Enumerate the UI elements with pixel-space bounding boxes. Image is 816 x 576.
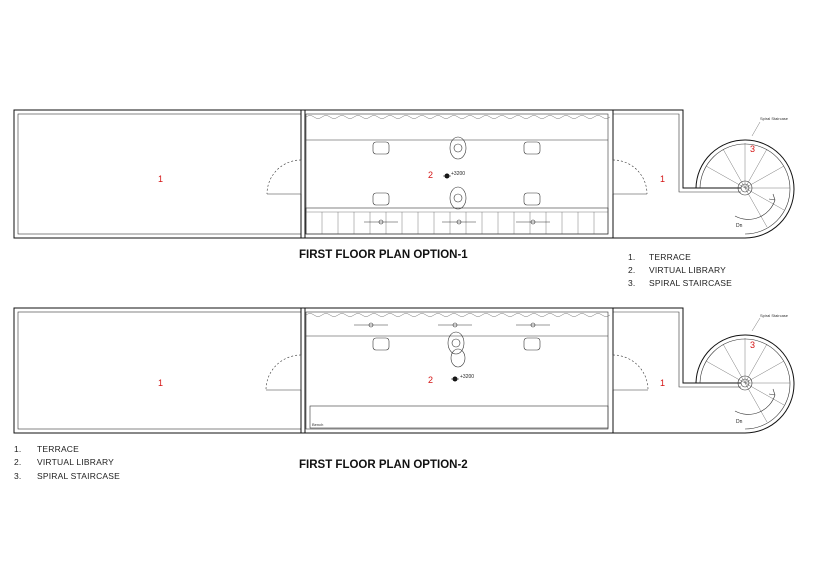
legend-text: SPIRAL STAIRCASE xyxy=(649,278,733,288)
level-marker-icon-1 xyxy=(443,174,451,179)
spiral-staircase-1 xyxy=(696,122,794,238)
screen-units-2 xyxy=(354,323,550,327)
legend-text: VIRTUAL LIBRARY xyxy=(649,265,727,275)
legend-num: 2. xyxy=(628,265,636,275)
library-inner-2 xyxy=(306,312,608,429)
plan-title-1: FIRST FLOOR PLAN OPTION-1 xyxy=(299,249,468,261)
legend-text: VIRTUAL LIBRARY xyxy=(37,457,115,467)
terrace-left-2 xyxy=(14,308,305,433)
corrugated-wall-top-2 xyxy=(306,314,610,317)
zone-library-label-2: 2 xyxy=(428,375,434,385)
bench-2 xyxy=(310,406,608,428)
legend-text: TERRACE xyxy=(37,444,80,454)
floor-plan-option-1 xyxy=(14,110,794,288)
legend-1 xyxy=(628,252,732,288)
floor-plan-option-2 xyxy=(14,308,794,481)
door-left-1 xyxy=(267,160,301,194)
zone-staircase-label-1: 3 xyxy=(750,144,756,154)
person-figures-2 xyxy=(448,332,465,367)
level-label-1: +3200 xyxy=(451,171,466,177)
legend-text: SPIRAL STAIRCASE xyxy=(37,471,121,481)
staircase-note-2: Spiral Staircase xyxy=(760,313,789,318)
legend-2 xyxy=(14,444,120,481)
zone-right-terrace-label-1: 1 xyxy=(660,174,666,184)
legend-num: 3. xyxy=(14,471,22,481)
chairs-row-2 xyxy=(373,338,540,350)
bench-label-2: Bench xyxy=(312,422,324,427)
screen-units-1 xyxy=(364,220,550,224)
zone-library-label-1: 2 xyxy=(428,170,434,180)
plan-title-2: FIRST FLOOR PLAN OPTION-2 xyxy=(299,459,468,471)
level-marker-icon-2 xyxy=(451,377,459,382)
shelf-dividers-1 xyxy=(322,212,594,234)
legend-num: 1. xyxy=(628,252,636,262)
corrugated-wall-top-1 xyxy=(306,116,610,119)
legend-num: 3. xyxy=(628,278,636,288)
legend-num: 2. xyxy=(14,457,22,467)
door-right-1 xyxy=(613,160,647,194)
door-right-2 xyxy=(613,355,648,390)
legend-text: TERRACE xyxy=(649,252,692,262)
zone-staircase-label-2: 3 xyxy=(750,340,756,350)
level-label-2: +3200 xyxy=(460,374,475,380)
spiral-staircase-2 xyxy=(696,318,794,433)
dn-label-2: Dn xyxy=(736,419,743,425)
staircase-note-1: Spiral Staircase xyxy=(760,116,789,121)
zone-right-terrace-label-2: 1 xyxy=(660,378,666,388)
zone-terrace-label-1: 1 xyxy=(158,174,164,184)
terrace-left-inner-2 xyxy=(18,312,301,429)
legend-num: 1. xyxy=(14,444,22,454)
door-left-2 xyxy=(266,355,301,390)
dn-label-1: Dn xyxy=(736,223,743,229)
library-container-2 xyxy=(301,308,613,433)
zone-terrace-label-2: 1 xyxy=(158,378,164,388)
right-terrace-wall-1 xyxy=(613,110,741,188)
